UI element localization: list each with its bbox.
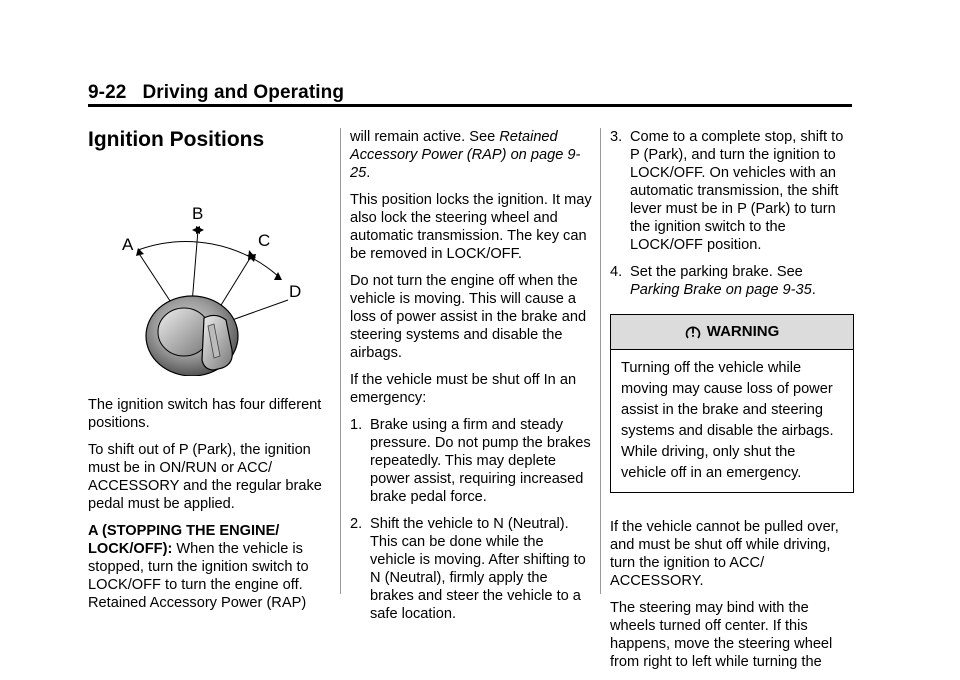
position-line-d [232,300,288,320]
column-1 [88,128,332,621]
definition-term: A (STOPPING THE ENGINE/ LOCK/OFF): [88,523,280,557]
ignition-positions-diagram [116,200,316,376]
page-number: 9-22 [88,82,127,103]
page-header [88,82,344,104]
list-item: 4. Set the parking brake. See Parking Brake on page 9-35. [610,264,816,298]
paragraph: This position locks the ignition. It may also lock the steering wheel and automatic transmission. The key can be removed in LOCK/OFF. [350,192,592,262]
warning-header [611,315,853,350]
paragraph: The ignition switch has four different positions. [88,397,322,431]
list-item: 2. Shift the vehicle to N (Neutral). This can be done while the vehicle is moving. After shifting to N (Neutral), firmly apply the brakes and steer the vehicle to a safe location. [350,516,586,622]
header-rule [88,104,852,107]
paragraph: To shift out of P (Park), the ignition must be in ON/RUN or ACC/ ACCESSORY and the regular brake pedal must be applied. [88,442,322,512]
cross-reference-link[interactable]: Parking Brake on page 9-35 [630,282,812,298]
position-label-b: B [192,204,204,223]
column-2 [350,128,592,632]
position-label-a: A [122,235,134,254]
list-item: 1. Brake using a firm and steady pressure. Do not pump the brakes repeatedly. This may deplete power assist, requiring increased brake pedal force. [350,417,591,505]
column-3 [610,128,854,680]
position-line-b [192,230,198,304]
column-divider [340,128,341,594]
page-title: Ignition Positions [88,128,265,151]
paragraph: The steering may bind with the wheels turned off center. If this happens, move the steering wheel from right to left while turning the [610,600,833,670]
paragraph: If the vehicle cannot be pulled over, and must be shut off while driving, turn the ignition to ACC/ ACCESSORY. [610,519,839,589]
cross-reference-link[interactable]: Retained Accessory Power (RAP) on page 9-25 [350,129,581,181]
warning-box [610,314,854,493]
definition-text: When the vehicle is stopped, turn the ignition switch to LOCK/OFF to turn the engine off. Retained Accessory Power (RAP) [88,541,309,611]
position-label-d: D [289,282,302,301]
warning-icon [685,324,701,340]
column-divider [600,128,601,594]
position-label-c: C [258,231,271,250]
paragraph [88,522,332,612]
warning-body: Turning off the vehicle while moving may cause loss of power assist in the brake and steering systems and disable the airbags. While driving, only shut the vehicle off in an emergency. [621,360,834,481]
paragraph: Do not turn the engine off when the vehicle is moving. This will cause a loss of power assist in the brake and steering systems and disable the airbags. [350,273,587,361]
section-title: Driving and Operating [142,82,345,103]
position-line-c [218,255,252,310]
paragraph: will remain active. See Retained Accessory Power (RAP) on page 9-25. [350,129,581,181]
list-item: 3. Come to a complete stop, shift to P (Park), and turn the ignition to LOCK/OFF. On vehicles with an automatic transmission, the shift lever must be in P (Park) to turn the ignition switch to the LOCK/OFF position. [610,129,844,253]
paragraph: If the vehicle must be shut off In an emergency: [350,372,577,406]
warning-title: WARNING [706,323,780,340]
